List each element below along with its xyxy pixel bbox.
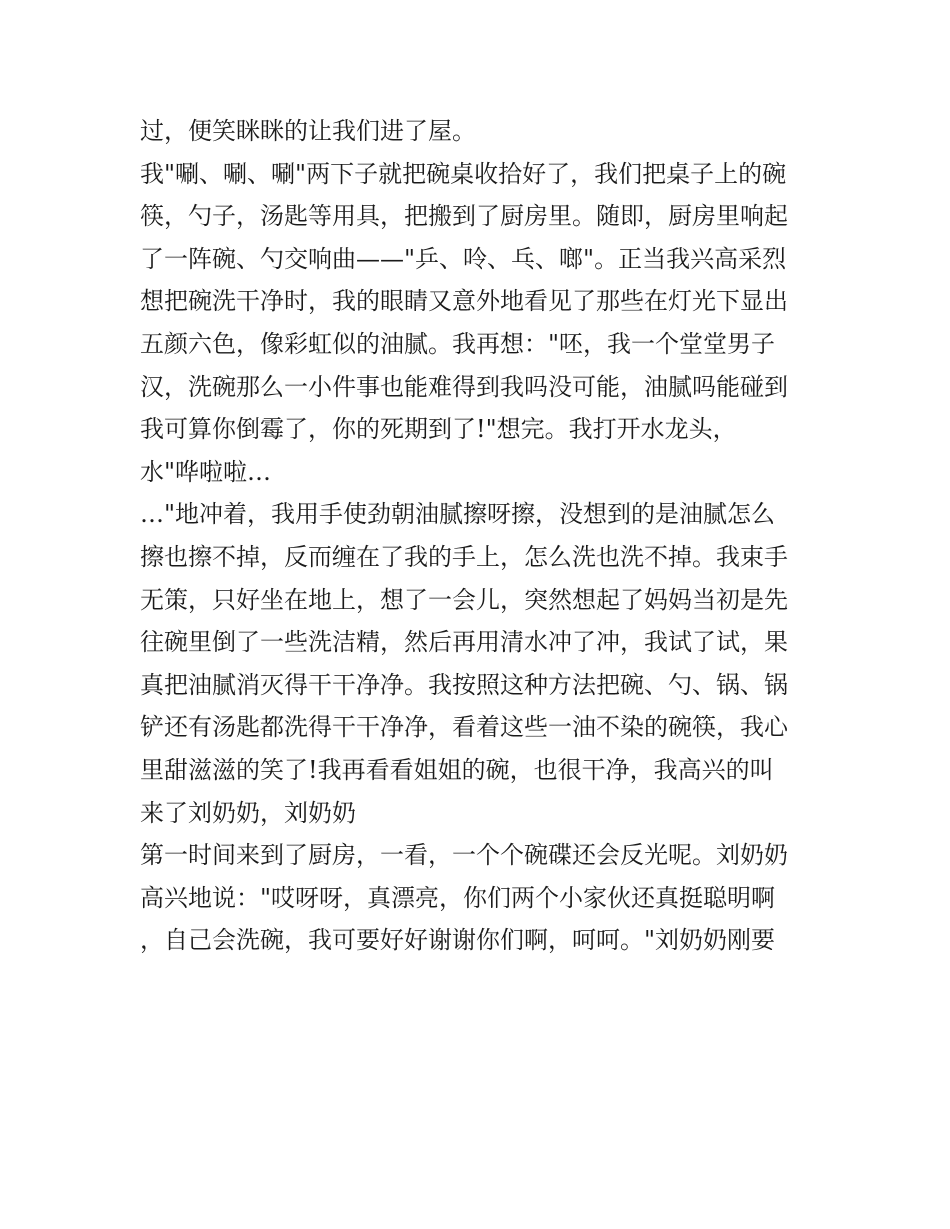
text-line: 往碗里倒了一些洗洁精，然后再用清水冲了冲，我试了试，果: [140, 628, 788, 657]
text-line: 里甜滋滋的笑了!我再看看姐姐的碗，也很干净，我高兴的叫: [140, 755, 774, 784]
text-line: 过，便笑眯眯的让我们进了屋。: [140, 117, 476, 145]
text-line: …"地冲着，我用手使劲朝油腻擦呀擦，没想到的是油腻怎么: [140, 500, 776, 529]
text-line: 想把碗洗干净时，我的眼睛又意外地看见了那些在灯光下显出: [140, 287, 788, 316]
text-line: ，自己会洗碗，我可要好好谢谢你们啊，呵呵。"刘奶奶刚要: [140, 926, 776, 955]
text-line: 我可算你倒霉了，你的死期到了!"想完。我打开水龙头，: [140, 415, 737, 444]
text-line: 真把油腻消灭得干干净净。我按照这种方法把碗、勺、锅、锅: [140, 670, 788, 699]
text-line: 高兴地说："哎呀呀，真漂亮，你们两个小家伙还真挺聪明啊: [140, 883, 776, 912]
text-line: 擦也擦不掉，反而缠在了我的手上，怎么洗也洗不掉。我束手: [140, 542, 788, 571]
text-line: 了一阵碗、勺交响曲——"乒、呤、乓、啷"。正当我兴高采烈: [140, 244, 787, 273]
text-line: 铲还有汤匙都洗得干干净净，看着这些一油不染的碗筷，我心: [140, 713, 788, 742]
text-line: 汉，洗碗那么一小件事也能难得到我吗没可能，油腻吗能碰到: [140, 372, 788, 401]
text-line: 我"唰、唰、唰"两下子就把碗桌收拾好了，我们把桌子上的碗: [140, 159, 787, 188]
text-line: 五颜六色，像彩虹似的油腻。我再想："呸，我一个堂堂男子: [140, 329, 776, 358]
body-text: [140, 110, 820, 962]
text-line: 来了刘奶奶，刘奶奶: [140, 798, 356, 827]
text-line: 第一时间来到了厨房，一看，一个个碗碟还会反光呢。刘奶奶: [140, 841, 788, 870]
text-line: 水"哗啦啦…: [140, 457, 272, 486]
text-line: 无策，只好坐在地上，想了一会儿，突然想起了妈妈当初是先: [140, 585, 788, 614]
text-line: 筷，勺子，汤匙等用具，把搬到了厨房里。随即，厨房里响起: [140, 202, 788, 231]
